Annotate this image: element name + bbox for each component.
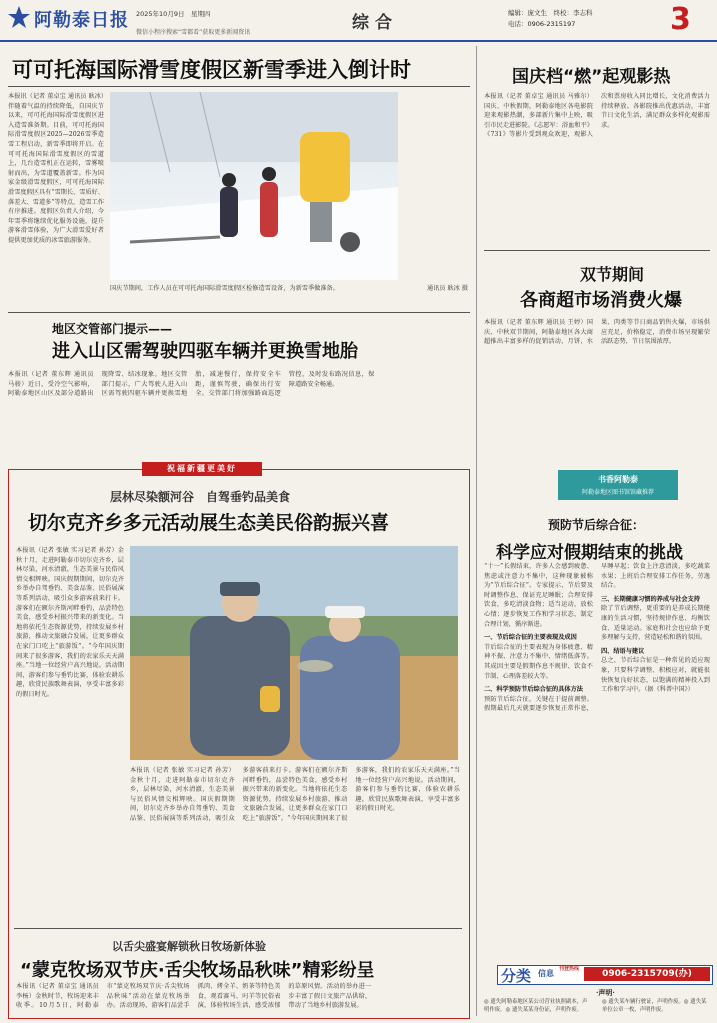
ranch-kicker: 以舌尖盛宴解锁秋日牧场新体验 xyxy=(112,940,266,953)
ski-headline: 可可托海国际滑雪度假区新雪季进入倒计时 xyxy=(12,58,411,82)
school-s2-title: 二、科学预防节后综合征的具体方法 xyxy=(484,686,583,694)
wechat-line: 微信小程序搜索“雪都看”获取更多新闻资讯 xyxy=(136,29,251,36)
notice-title: ·声明· xyxy=(596,988,615,997)
traffic-body: 本报讯（记者 董东辉 通讯员 马骏）近日，受冷空气影响，阿勒泰地区山区及部分道路出现降雪、结冰现象。地区交管部门提示，广大驾驶人进入山区需驾驶四驱车辆并更换雪地胎，减速慢行，保持安全车距，谨慎驾驶，确保出行安全。交管部门将加强路面巡逻管控，及时发布路况信息，保障道路安全畅通。 xyxy=(8,371,375,398)
ranch-body: 本报讯（记者 董卓宝 通讯员 李杨）金秋时节，牧场迎来丰收季。10月5日，阿勒泰市“蒙克牧场双节庆·舌尖牧场品秋味”活动在蒙克牧场举办。活动现场，游客们品尝手抓肉、烤全羊、奶茶等特色美食，观看赛马、叼羊等民俗表演，体验牧场生活，感受浓郁的草原风情。活动的举办进一步丰富了假日文旅产品供给，带动了当地乡村旅游发展。 xyxy=(16,983,372,1010)
paper-name: 阿勒泰日报 xyxy=(34,10,129,31)
school-headline: 科学应对假期结束的挑战 xyxy=(496,543,683,563)
school-kicker: 预防节后综合征： xyxy=(548,518,645,532)
feature-ribbon: 祝福新疆更美好 xyxy=(142,462,262,476)
fishing-photo xyxy=(130,546,458,760)
newspaper-logo-icon xyxy=(8,6,30,28)
promo-line2: 阿勒泰地区图书馆馆藏推荐 xyxy=(581,489,654,496)
school-s3-body: 除了节后调整，更重要的是养成长期健康的生活习惯，坚持规律作息、均衡饮食、适量运动。家庭和社会也应给予更多理解与支持，营造轻松和谐的氛围。 xyxy=(601,605,710,642)
traffic-headline: 进入山区需驾驶四驱车辆并更换雪地胎 xyxy=(52,341,358,362)
school-s1-body: 节后综合征的主要表现为身体疲惫、精神不振、注意力不集中、情绪低落等。其成因主要是假期作息不规律、饮食不节制、心理落差较大等。 xyxy=(484,643,593,680)
section-title: 综合 xyxy=(352,13,398,33)
market-headline-2: 各商超市场消费火爆 xyxy=(520,290,682,311)
school-s2-body: 预防节后综合征，关键在于提前调整。假期最后几天就要逐步恢复正常作息，早睡早起；饮食上注意清淡，多吃蔬菜水果；上班后合理安排工作任务，劳逸结合。 xyxy=(484,563,710,713)
snow-cannon-icon xyxy=(300,132,350,202)
ski-byline-text: 本报讯（记者 董卓宝 通讯员 耿冰）伴随着气温的持续降低，自国庆节以来，可可托海国际滑雪度假区进入造雪准备期。 xyxy=(8,93,104,129)
ski-byline xyxy=(8,92,104,308)
feature-body: 本报讯（记者 张敏 实习记者 孙芳）金秋十月，走进阿勒泰市切尔克齐乡，层林尽染，河水清澈，生态美景与民俗风情交相辉映。国庆假期期间，切尔克齐乡举办自驾垂钓、美食品鉴、民俗展演等系列活动，吸引众多游客前来打卡。游客们在额尔齐斯河畔垂钓，品尝特色美食，感受乡村振兴带来的新变化。当地将依托生态资源优势，持续发展乡村旅游，推动文旅融合发展，让更多群众在家门口吃上“旅游饭”。“今年国庆期间来了很多游客，我们的农家乐天天满座。”当地一位经营户高兴地说。活动期间，游客们参与垂钓比赛，体验农耕乐趣，欣赏民族歌舞表演，享受丰富多彩的假日时光。 xyxy=(16,547,124,698)
feature-body-cont: 本报讯（记者 张敏 实习记者 孙芳）金秋十月，走进阿勒泰市切尔克齐乡，层林尽染，河水清澈，生态美景与民俗风情交相辉映。国庆假期期间，切尔克齐乡举办自驾垂钓、美食品鉴、民俗展演等系列活动，吸引众多游客前来打卡。游客们在额尔齐斯河畔垂钓，品尝特色美食，感受乡村振兴带来的新变化。当地将依托生态资源优势，持续发展乡村旅游，推动文旅融合发展，让更多群众在家门口吃上“旅游饭”。“今年国庆期间来了很多游客，我们的农家乐天天满座。”当地一位经营户高兴地说。活动期间，游客们参与垂钓比赛，体验农耕乐趣，欣赏民族歌舞表演，享受丰富多彩的假日时光。 xyxy=(130,767,460,822)
classifieds-tag: 刊登热线 xyxy=(559,966,580,972)
classifieds-title: 分类 xyxy=(501,967,532,985)
fishing-photo-illustration xyxy=(130,546,458,760)
school-s1-title: 一、节后综合征的主要表现及成因 xyxy=(484,634,577,642)
classifieds-subtitle: 信息 xyxy=(538,969,554,978)
school-s3-title: 三、长期健康习惯的养成与社会支持 xyxy=(601,595,700,603)
classifieds-phone: 0906-2315709(办) xyxy=(584,967,710,981)
movie-headline: 国庆档“燃”起观影热 xyxy=(512,67,671,87)
phone-line: 电话：0906-2315197 xyxy=(508,20,576,28)
promo-line1: 书香阿勒泰 xyxy=(598,474,638,484)
school-intro: “十一”长假结束，许多人会感到疲惫、焦虑或注意力不集中，这种现象被称为“节后综合征”。专家提示，节后要及时调整作息，保证充足睡眠；合理安排饮食，多吃清淡食物；适当运动，放松心情；逐步恢复工作和学习状态，制定合理计划，循序渐进。 xyxy=(484,563,593,628)
editor-info xyxy=(508,8,593,30)
divider xyxy=(8,86,470,87)
feature-headline: 切尔克齐乡多元活动展生态美民俗韵振兴喜 xyxy=(28,512,390,534)
feature-subheadline: 层林尽染额河谷 自驾垂钓品美食 xyxy=(110,490,291,504)
school-body xyxy=(484,562,710,954)
column-rule xyxy=(476,46,477,1016)
date-line: 2025年10月9日 星期四 xyxy=(136,10,211,18)
ranch-headline: “蒙克牧场双节庆·舌尖牧场品秋味”精彩纷呈 xyxy=(20,960,375,981)
market-headline-1: 双节期间 xyxy=(580,265,645,284)
divider xyxy=(14,928,462,929)
editor-line: 编辑：庞文生 终校：李志科 xyxy=(508,9,593,17)
school-s4-body: 总之，节后综合征是一种常见的适应现象，只要科学调整、积极应对，就能很快恢复良好状态，以饱满的精神投入到工作和学习中。（据《科普中国》） xyxy=(601,657,710,694)
ski-body-text: 目前，可可托海国际滑雪度假区2025—2026雪季造雪工程启动，新雪季即将开启。在可可托海国际滑雪度假区的雪道上，几台造雪机正在运转，雪雾喷射而出，为雪道覆盖新雪。作为国家金级滑雪度假区，可可托海国际滑雪度假区具有“雪期长、雪质好、落差大、雪道多”等特点，造雪工作有序推进。度假区负责人介绍，今年雪季将继续优化服务设施，提升游客滑雪体验，为广大滑雪爱好者提供更加优质的冰雪旅游服务。 xyxy=(8,121,104,244)
fish-icon xyxy=(297,660,333,672)
notice-right: ◎ 遗失某车辆行驶证，声明作废。◎ 遗失某单位公章一枚，声明作废。 xyxy=(602,999,707,1013)
divider xyxy=(484,250,710,251)
traffic-kicker: 地区交管部门提示—— xyxy=(52,322,173,336)
market-body: 本报讯（记者 董东辉 通讯员 王婷）国庆、中秋双节期间，阿勒泰地区各大商超推出丰富多样的促销活动，月饼、水果、肉类等节日商品销售火爆，市场供应充足，价格稳定，消费市场呈现繁荣活跃态势，节日氛围浓厚。 xyxy=(484,319,710,346)
promo-banner xyxy=(558,470,678,500)
notice-left: ◎ 遗失阿勒泰地区某公司营业执照副本，声明作废。◎ 遗失某某身份证，声明作废。 xyxy=(484,999,588,1013)
divider xyxy=(8,312,470,313)
page-number: 3 xyxy=(670,2,691,37)
ski-photo-illustration xyxy=(110,92,398,280)
movie-body: 本报讯（记者 董卓宝 通讯员 马雅尔）国庆、中秋假期，阿勒泰地区各电影院迎来观影热潮，多部新片集中上映，吸引市民走进影院。《志愿军：浴血和平》《731》等影片受到观众欢迎，观影人次和票房收入同比增长，文化消费活力持续释放。各影院推出优惠活动，丰富节日文化生活，满足群众多样化观影需求。 xyxy=(484,93,710,139)
school-s4-title: 四、结语与建议 xyxy=(601,647,645,655)
ski-photo xyxy=(110,92,398,280)
masthead-rule xyxy=(0,40,717,42)
ski-caption xyxy=(110,284,398,308)
ski-credit: 通讯员 耿冰 摄 xyxy=(426,285,468,292)
ski-caption-text: 国庆节期间，工作人员在可可托海国际滑雪度假区检修造雪设备，为新雪季做准备。 xyxy=(110,285,339,292)
